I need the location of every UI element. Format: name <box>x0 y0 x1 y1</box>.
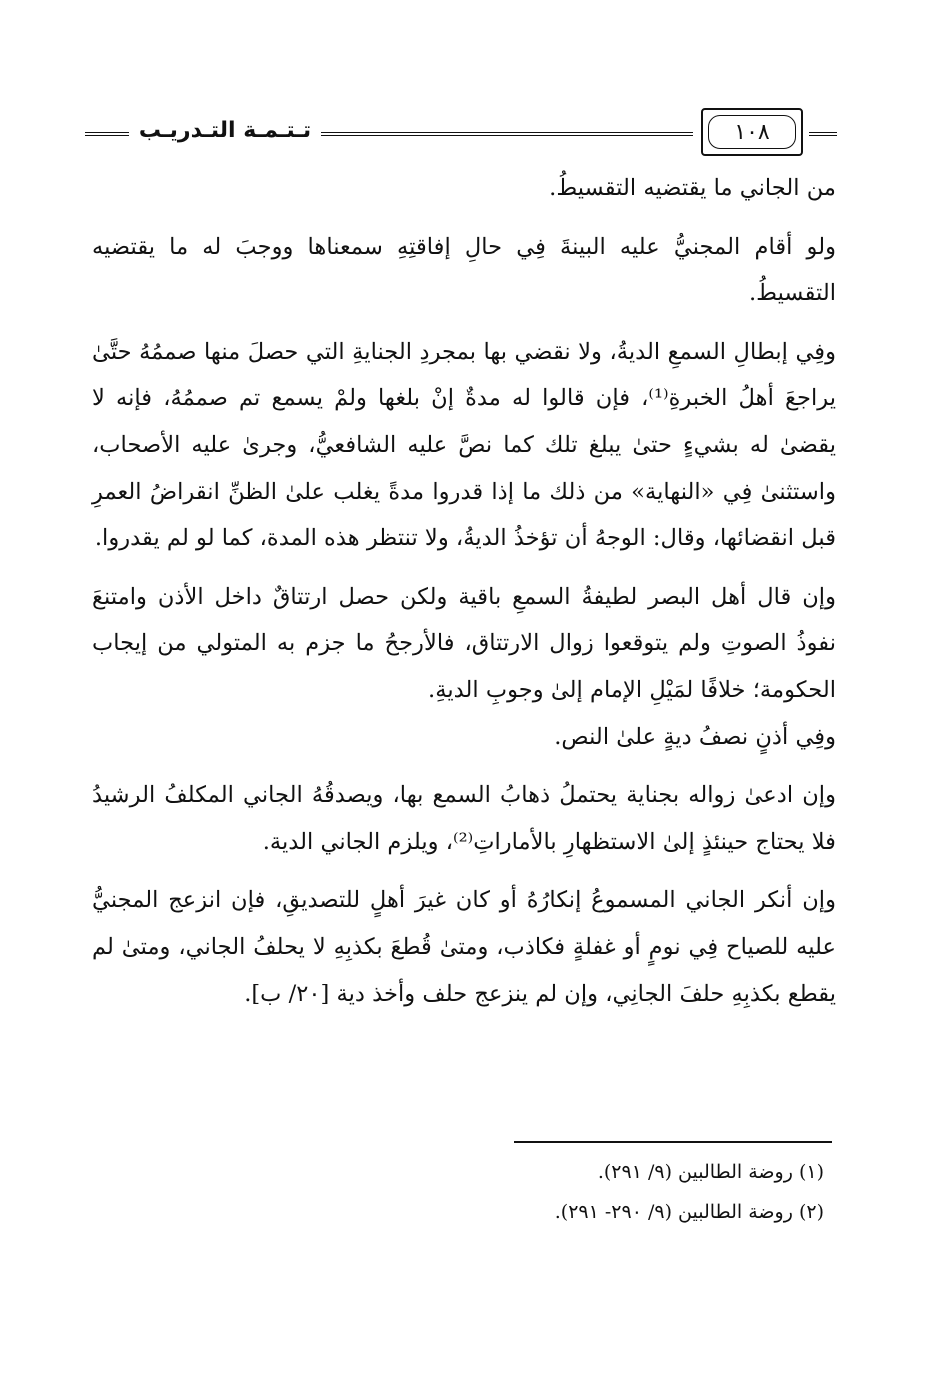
page-header <box>85 108 837 160</box>
header-rule-middle <box>321 132 693 136</box>
paragraph: وإن أنكر الجاني المسموعُ إنكارُهُ أو كان غيرَ أهلٍ للتصديقِ، فإن انزعج المجنيُّ عليه للصياح فِي نومٍ أو غفلةٍ فكاذب، ومتىٰ قُطعَ بكذبِهِ لا يحلفُ الجاني، ومتىٰ لم يقطع بكذبِهِ حلفَ الجانِي، وإن لم ينزعج حلف وأخذ دية [٢٠/ ب]. <box>92 887 836 1007</box>
paragraph: وفِي أذنٍ نصفُ ديةٍ علىٰ النص. <box>554 723 836 750</box>
paragraph: وفِي إبطالِ السمعِ الديةُ، ولا نقضي بها بمجردِ الجنايةِ التي حصلَ منها صممُهُ حتَّىٰ يراجعَ أهلُ الخبرةِ⁽¹⁾، فإن قالوا له مدةٌ إنْ بلغها ولمْ يسمع تم صممُهُ، فإنه لا يقضىٰ له بشيءٍ حتىٰ يبلغ تلك كما نصَّ عليه الشافعيُّ، وجرىٰ عليه الأصحاب، واستثنىٰ فِي «النهاية» من ذلك ما إذا قدروا مدةً يغلب علىٰ الظنِّ انقراضُ العمرِ قبل انقضائها، وقال: الوجهُ أن تؤخذُ الديةُ، ولا تنتظر هذه المدة، كما لو لم يقدروا. <box>92 338 836 552</box>
paragraph: وإن قال أهل البصر لطيفةُ السمعِ باقية ولكن حصل ارتتاقٌ داخل الأذن وامتنعَ نفوذُ الصوتِ ولم يتوقعوا زوال الارتتاق، فالأرجحُ ما جزم به المتولي من إيجاب الحكومة؛ خلافًا لمَيْلِ الإمام إلىٰ وجوبِ الديةِ. <box>92 583 836 703</box>
header-rule-left <box>85 132 129 136</box>
footnotes <box>300 1152 824 1232</box>
footnote: (١) روضة الطالبين (٩/ ٢٩١). <box>597 1161 824 1183</box>
page-number-frame <box>701 108 803 156</box>
body-text <box>92 165 836 1017</box>
paragraph: من الجاني ما يقتضيه التقسيطُ. <box>549 175 836 201</box>
footnote: (٢) روضة الطالبين (٩/ ٢٩٠- ٢٩١). <box>554 1201 824 1223</box>
running-title: تـتـمـة التـدريـب <box>138 118 312 143</box>
paragraph: وإن ادعىٰ زواله بجناية يحتملُ ذهابُ السمع بها، ويصدقُهُ الجاني المكلفُ الرشيدُ فلا يحتاج حينئذٍ إلىٰ الاستظهارِ بالأماراتِ⁽²⁾، ويلزم الجاني الدية. <box>92 782 836 855</box>
header-rule-right <box>809 132 837 136</box>
footnote-separator <box>514 1141 832 1143</box>
paragraph: ولو أقام المجنيُّ عليه البينةَ فِي حالِ إفاقتِهِ سمعناها ووجبَ له ما يقتضيه التقسيطُ. <box>92 233 836 307</box>
page-number: ١٠٨ <box>708 115 796 149</box>
